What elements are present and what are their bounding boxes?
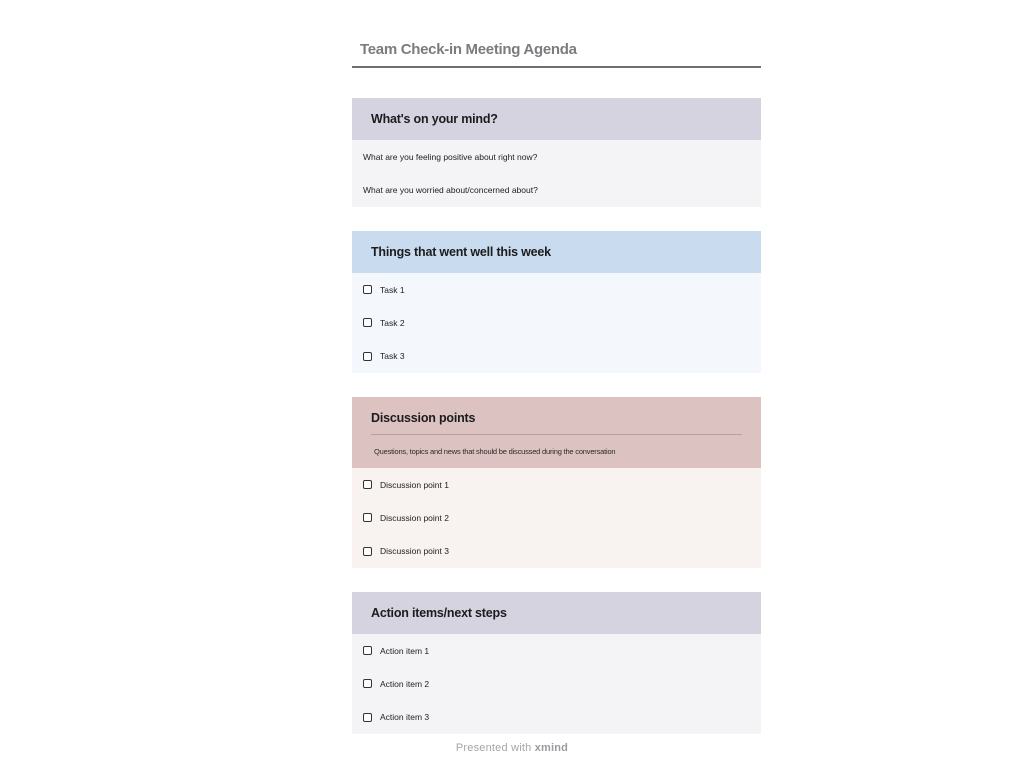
action-checkbox[interactable]: [363, 713, 372, 722]
action-item: [352, 667, 761, 700]
discussion-checkbox[interactable]: [363, 547, 372, 556]
xmind-logo: xmind: [534, 742, 569, 754]
action-label: Action item 1: [380, 645, 430, 656]
page-title[interactable]: Team Check-in Meeting Agenda: [352, 38, 761, 68]
prompt-item[interactable]: What are you worried about/concerned about?: [363, 184, 538, 195]
discussion-item: [352, 468, 761, 501]
discussion-checkbox[interactable]: [363, 480, 372, 489]
section-header: [352, 231, 761, 273]
discussion-label: Discussion point 3: [380, 546, 449, 557]
task-label: Task 1: [380, 284, 405, 295]
action-checkbox[interactable]: [363, 679, 372, 688]
task-checkbox[interactable]: [363, 352, 372, 361]
section-title: Action items/next steps: [371, 606, 507, 620]
action-label: Action item 2: [380, 678, 430, 689]
discussion-item: [352, 501, 761, 534]
presented-with-footer[interactable]: [0, 742, 1024, 754]
section-header: [352, 397, 761, 468]
task-item: [352, 306, 761, 339]
section-header: [352, 98, 761, 140]
header-divider: [371, 434, 742, 435]
section-body: [352, 468, 761, 568]
discussion-label: Discussion point 1: [380, 479, 449, 490]
footer-prefix: Presented with: [455, 742, 532, 754]
task-checkbox[interactable]: [363, 318, 372, 327]
section-body: [352, 140, 761, 207]
section-went-well: [352, 231, 761, 373]
section-title: Discussion points: [371, 411, 476, 425]
discussion-checkbox[interactable]: [363, 513, 372, 522]
action-label: Action item 3: [380, 712, 430, 723]
task-label: Task 2: [380, 317, 405, 328]
action-item: [352, 701, 761, 734]
section-action-items: [352, 592, 761, 734]
prompt-item[interactable]: What are you feeling positive about right now?: [363, 151, 538, 162]
task-item: [352, 273, 761, 306]
section-title: Things that went well this week: [371, 245, 551, 259]
section-header: [352, 592, 761, 634]
task-item: [352, 340, 761, 373]
section-discussion-points: [352, 397, 761, 568]
section-title: What's on your mind?: [371, 112, 498, 126]
discussion-label: Discussion point 2: [380, 512, 449, 523]
section-description: Questions, topics and news that should be discussed during the conversation: [374, 447, 616, 456]
section-whats-on-your-mind: [352, 98, 761, 207]
task-checkbox[interactable]: [363, 285, 372, 294]
section-body: [352, 273, 761, 373]
section-body: [352, 634, 761, 734]
discussion-item: [352, 535, 761, 568]
action-checkbox[interactable]: [363, 646, 372, 655]
task-label: Task 3: [380, 351, 405, 362]
action-item: [352, 634, 761, 667]
